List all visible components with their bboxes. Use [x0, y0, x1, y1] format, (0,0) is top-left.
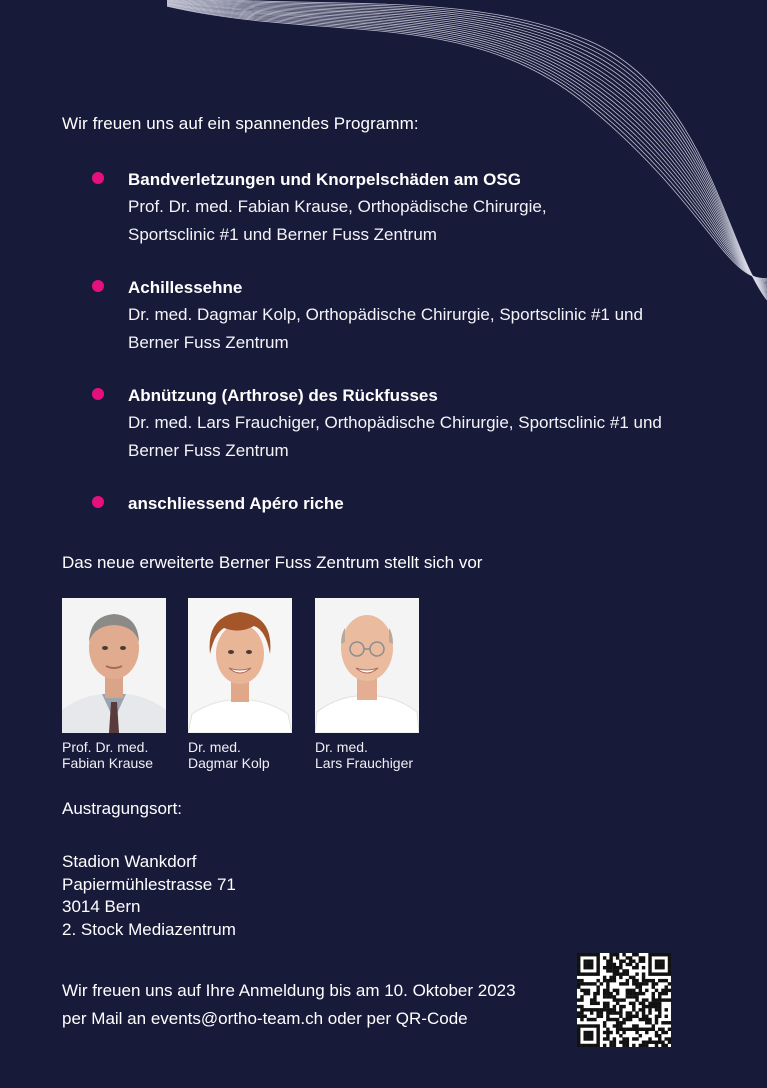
program-item	[62, 274, 702, 356]
program-item-title: anschliessend Apéro riche	[128, 494, 344, 513]
registration-line: Wir freuen uns auf Ihre Anmeldung bis am 10. Oktober 2023	[62, 981, 516, 1000]
person-card	[315, 598, 425, 771]
person-caption	[62, 739, 172, 771]
person-name: Dagmar Kolp	[188, 755, 270, 771]
program-item	[62, 382, 702, 464]
person-title: Prof. Dr. med.	[62, 739, 149, 755]
person-title: Dr. med.	[188, 739, 241, 755]
bullet-icon	[92, 388, 104, 400]
program-item	[62, 166, 702, 248]
person-caption	[315, 739, 425, 771]
venue-line: Stadion Wankdorf	[62, 852, 197, 871]
program-item-speaker: Prof. Dr. med. Fabian Krause, Orthopädische Chirurgie,	[128, 197, 547, 216]
program-item	[62, 490, 702, 517]
bullet-icon	[92, 496, 104, 508]
program-item-speaker: Dr. med. Dagmar Kolp, Orthopädische Chirurgie, Sportsclinic #1 und	[128, 305, 643, 324]
bullet-icon	[92, 172, 104, 184]
venue-label: Austragungsort:	[62, 799, 183, 818]
venue-line: 2. Stock Mediazentrum	[62, 919, 236, 939]
person-photo	[315, 598, 419, 733]
person-name: Lars Frauchiger	[315, 755, 414, 771]
qr-code-icon[interactable]	[577, 953, 671, 1047]
program-item-title: Achillessehne	[128, 278, 243, 297]
person-card	[62, 598, 172, 771]
person-card	[188, 598, 298, 771]
program-intro: Wir freuen uns auf ein spannendes Programm:	[62, 114, 419, 133]
program-item-title: Bandverletzungen und Knorpelschäden am OSG	[128, 170, 521, 189]
program-item-speaker: Berner Fuss Zentrum	[128, 332, 289, 352]
program-item-speaker: Dr. med. Lars Frauchiger, Orthopädische Chirurgie, Sportsclinic #1 und	[128, 413, 662, 432]
person-caption	[188, 739, 298, 771]
person-name: Fabian Krause	[62, 755, 154, 771]
program-list	[62, 166, 702, 517]
venue-address	[62, 851, 236, 941]
person-photo	[188, 598, 292, 733]
venue-line: Papiermühlestrasse 71	[62, 874, 236, 894]
venue-line: 3014 Bern	[62, 897, 141, 916]
bullet-icon	[92, 280, 104, 292]
person-title: Dr. med.	[315, 739, 368, 755]
zentrum-intro: Das neue erweiterte Berner Fuss Zentrum stellt sich vor	[62, 553, 483, 572]
program-item-speaker: Sportsclinic #1 und Berner Fuss Zentrum	[128, 224, 437, 244]
person-photo	[62, 598, 166, 733]
program-item-speaker: Berner Fuss Zentrum	[128, 440, 289, 460]
program-item-title: Abnützung (Arthrose) des Rückfusses	[128, 386, 438, 405]
registration-line: per Mail an events@ortho-team.ch oder per QR-Code	[62, 1009, 468, 1028]
registration-text	[62, 977, 516, 1033]
